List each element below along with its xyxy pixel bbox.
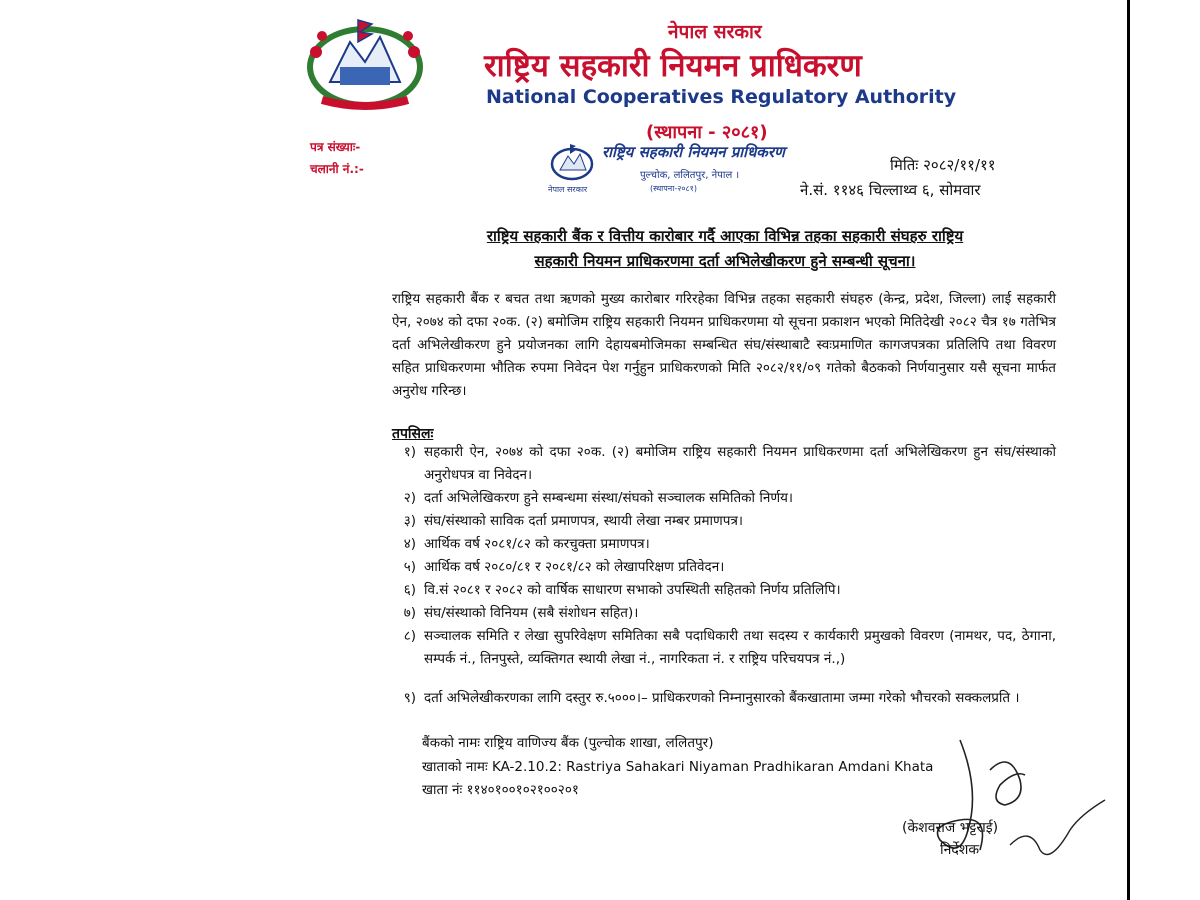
list-item xyxy=(384,510,1056,533)
list-item-text: संघ/संस्थाको साविक दर्ता प्रमाणपत्र, स्थायी लेखा नम्बर प्रमाणपत्र। xyxy=(424,513,744,529)
nepal-emblem-icon xyxy=(300,12,430,112)
notice-body: राष्ट्रिय सहकारी बैंक र बचत तथा ऋणको मुख्य कारोबार गरिरहेका विभिन्न तहका सहकारी संघहरु (केन्द्र, प्रदेश, जिल्ला) लाई सहकारी ऐन, २०७४ को दफा २०क. (२) बमोजिम राष्ट्रिय सहकारी नियमन प्राधिकरणमा यो सूचना प्रकाशन भएको मितिदेखी २०८२ चैत्र १७ गतेभित्र दर्ता अभिलेखीकरण हुने प्रयोजनका लागि देहायबमोजिमका सम्बन्धित संघ/संस्थाबाटै स्वःप्रमाणित कागजपत्रका प्रतिलिपि तथा विवरण सहित प्राधिकरणमा भौतिक रुपमा निवेदन पेश गर्नुहुन प्राधिकरणको मिति २०८२/११/०९ गतेको बैठकको निर्णयानुसार यसै सूचना मार्फत अनुरोध गरिन्छ। xyxy=(392,291,1056,399)
list-item-text: आर्थिक वर्ष २०८१/८२ को करचुक्ता प्रमाणपत्र। xyxy=(424,536,650,552)
list-item-text: दर्ता अभिलेखीकरणका लागि दस्तुर रु.५०००।– प्राधिकरणको निम्नानुसारको बैंकखातामा जम्मा गरेको भौचरको सक्कलप्रति । xyxy=(424,690,1020,706)
list-item-number: ४) xyxy=(403,536,416,552)
list-item xyxy=(384,579,1056,602)
list-item-number: ३) xyxy=(403,513,416,529)
signatory-name: (केशवराज भट्टराई) xyxy=(902,820,999,836)
list-item-text: वि.सं २०८१ र २०८२ को वार्षिक साधारण सभाको उपस्थिती सहितको निर्णय प्रतिलिपि। xyxy=(424,582,841,598)
list-item xyxy=(384,602,1056,625)
small-logo-est: (स्थापना-२०८१) xyxy=(650,184,697,193)
bank-account-number: खाता नंः ११४०१००१०२१००२०१ xyxy=(422,782,579,798)
bank-name: बैंकको नामः राष्ट्रिय वाणिज्य बैंक (पुल्चोक शाखा, ललितपुर) xyxy=(422,735,714,751)
establishment-year: (स्थापना - २०८१) xyxy=(646,122,768,143)
list-item xyxy=(384,533,1056,556)
list-item xyxy=(384,687,1056,710)
list-item-number: १) xyxy=(403,444,416,460)
list-item-number: ८) xyxy=(403,628,416,644)
list-item xyxy=(384,556,1056,579)
list-item xyxy=(384,441,1056,487)
bank-account-name: खाताको नामः KA-2.10.2: Rastriya Sahakari Niyaman Pradhikaran Amdani Khata xyxy=(422,759,934,775)
list-item-text: आर्थिक वर्ष २०८०/८१ र २०८१/८२ को लेखापरिक्षण प्रतिवेदन। xyxy=(424,559,725,575)
list-item-text: संघ/संस्थाको विनियम (सबै संशोधन सहित)। xyxy=(424,605,639,621)
nepal-sambat-date: ने.सं. ११४६ चिल्लाथ्व ६, सोमवार xyxy=(800,181,981,199)
subject-line-2: सहकारी नियमन प्राधिकरणमा दर्ता अभिलेखीकरण हुने सम्बन्धी सूचना। xyxy=(534,252,916,270)
list-item-number: ६) xyxy=(403,582,416,598)
list-item-number: २) xyxy=(403,490,416,506)
small-logo-title: राष्ट्रिय सहकारी नियमन प्राधिकरण xyxy=(602,143,785,161)
list-item xyxy=(384,487,1056,510)
list-item-number: ७) xyxy=(403,605,416,621)
chalani-no-label: चलानी नं.:- xyxy=(310,162,364,176)
authority-title-english: National Cooperatives Regulatory Authority xyxy=(486,86,957,108)
small-logo-address: पुल्चोक, ललितपुर, नेपाल । xyxy=(640,170,740,181)
small-logo-caption: नेपाल सरकार xyxy=(548,185,588,194)
list-item-number: ९) xyxy=(403,690,416,706)
page-edge-line xyxy=(1127,0,1130,900)
signatory-designation: निर्देशक xyxy=(940,842,980,858)
list-item-text: दर्ता अभिलेखिकरण हुने सम्बन्धमा संस्था/संघको सञ्चालक समितिको निर्णय। xyxy=(424,490,794,506)
small-emblem-icon xyxy=(548,142,596,182)
list-item xyxy=(384,625,1056,671)
list-item-text: सञ्चालक समिति र लेखा सुपरिवेक्षण समितिका सबै पदाधिकारी तथा सदस्य र कार्यकारी प्रमुखको विवरण (नामथर, पद, ठेगाना, सम्पर्क नं., तिनपुस्ते, व्यक्तिगत स्थायी लेखा नं., नागरिकता नं. र राष्ट्रिय परिचयपत्र नं.,) xyxy=(424,628,1056,667)
patra-sankhya-label: पत्र संख्याः- xyxy=(310,140,361,154)
tapsil-heading: तपसिलः xyxy=(392,426,434,442)
list-item-number: ५) xyxy=(403,559,416,575)
subject-line-1: राष्ट्रिय सहकारी बैंक र वित्तीय कारोबार गर्दै आएका विभिन्न तहका सहकारी संघहरु राष्ट्रिय xyxy=(486,227,964,245)
government-name: नेपाल सरकार xyxy=(668,21,762,43)
authority-title-nepali: राष्ट्रिय सहकारी नियमन प्राधिकरण xyxy=(484,48,862,84)
list-item-text: सहकारी ऐन, २०७४ को दफा २०क. (२) बमोजिम राष्ट्रिय सहकारी नियमन प्राधिकरणमा दर्ता अभिलेखिकरण हुन संघ/संस्थाको अनुरोधपत्र वा निवेदन। xyxy=(424,444,1056,483)
letter-date: मितिः २०८२/११/११ xyxy=(890,156,996,174)
